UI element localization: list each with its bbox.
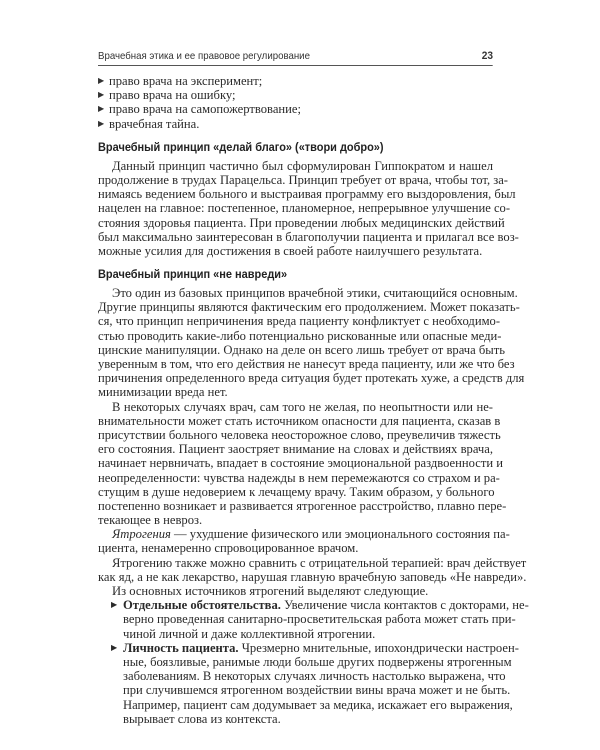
- paragraph: [98, 399, 507, 528]
- bullet-icon: ▶: [111, 600, 118, 610]
- text-line: присутствии больного человека неосторожное слово, преувеличив тяжесть: [98, 427, 501, 442]
- text-line: Другие принципы являются фактическим его продолжением. Может показать-: [98, 300, 520, 315]
- bullet-icon: ▶: [98, 118, 105, 128]
- list-item: [98, 102, 493, 116]
- text-line: минимизации вреда нет.: [98, 385, 228, 400]
- text-line: был максимально заинтересован в благополучии пациента и прилагал все воз-: [98, 229, 519, 244]
- bullet-icon: ▶: [98, 90, 105, 100]
- text-line: нимаясь ведением больного и выстраивая программу его выздоровления, был: [98, 187, 516, 202]
- text-line: [123, 640, 519, 655]
- text-line: неопределенности: чувства надежды в нем перемежаются со страхом и ра-: [98, 470, 500, 485]
- text-line: Данный принцип частично был сформулирован Гиппократом и нашел: [112, 158, 493, 173]
- text-line: текающее в невроз.: [98, 513, 203, 528]
- definition-term: Ятрогения: [112, 527, 171, 542]
- paragraph: [98, 286, 525, 400]
- list-item-text: право врача на ошибку;: [109, 88, 236, 103]
- rights-list: [98, 74, 493, 131]
- text-line: [98, 527, 510, 542]
- text-line: уверенным в том, что его действия не нанесут вреда пациенту, или же что без: [98, 357, 515, 371]
- text-line: циента, ненамеренно спровоцированное врачом.: [98, 541, 359, 556]
- text-line: продолжение в трудах Парацельса. Принцип требует от врача, чтобы тот, за-: [98, 172, 509, 187]
- text-line: В некоторых случаях врач, сам того не желая, по неопытности или не-: [112, 399, 493, 414]
- header-title: Врачебная этика и ее правовое регулирование: [98, 50, 310, 62]
- section-do-good-body: [98, 158, 519, 258]
- text-line: цинские манипуляции. Однако на деле он всего лишь требует от врача быть: [98, 342, 505, 357]
- text-line: стью проводить какие-либо потенциально рискованные или опасные меди-: [98, 328, 502, 343]
- source-title: Личность пациента.: [123, 640, 239, 655]
- source-text: Увеличение числа контактов с докторами, не-: [280, 598, 529, 613]
- text-line: при случившемся ятрогенном воздействии вины врача может и не быть.: [123, 683, 511, 698]
- source-list-item: [98, 640, 519, 726]
- text-line: Ятрогению также можно сравнить с отрицательной терапией: врач действует: [112, 555, 527, 570]
- bullet-icon: ▶: [111, 642, 118, 652]
- text-line: Это один из базовых принципов врачебной этики, считающийся основным.: [112, 286, 518, 301]
- text-line: стояния здоровья пациента. При проведении любых медицинских действий: [98, 215, 505, 230]
- text-line: как яд, а не как лекарство, нарушая главную врачебную заповедь «Не навреди».: [98, 569, 527, 584]
- section-heading-do-no-harm: Врачебный принцип «не навреди»: [98, 267, 288, 282]
- bullet-icon: ▶: [98, 76, 105, 85]
- text-line: [123, 598, 529, 613]
- text-line: ся, что принцип непричинения вреда пациенту конфликтует с необходимо-: [98, 314, 501, 329]
- book-page: [98, 50, 529, 726]
- text-line: чиной личной и даже коллективной ятрогении.: [123, 626, 376, 641]
- paragraph: [98, 584, 493, 598]
- text-line: причинения определенного вреда ситуация будет протекать хуже, а средств для: [98, 371, 525, 386]
- list-item: [98, 117, 493, 131]
- section-heading-do-good: Врачебный принцип «делай благо» («твори добро»): [98, 139, 384, 154]
- text-line: можные усилия для достижения в своей работе наилучшего результата.: [98, 243, 483, 258]
- definition-paragraph: [98, 527, 510, 556]
- text-line: вырывает слова из контекста.: [123, 711, 281, 726]
- text-line: внимательности может стать источником опасности для пациента, сказав в: [98, 413, 501, 428]
- list-item: [98, 88, 493, 102]
- text-line: нацелен на главное: постепенное, планомерное, непрерывное улучшение со-: [98, 201, 511, 216]
- text-line: ные, боязливые, ранимые люди больше других подвержены ятрогенным: [123, 654, 512, 669]
- paragraph: [98, 158, 519, 258]
- text-line: заболеваниям. В некоторых случаях личность настолько выражена, что: [123, 669, 506, 684]
- text-line: стущим в душе недоверием к лечащему врачу. Таким образом, у больного: [98, 484, 495, 499]
- bullet-icon: ▶: [98, 104, 105, 114]
- paragraph: [98, 555, 527, 584]
- page-number: 23: [481, 50, 494, 62]
- text-line: Например, пациент сам додумывает за медика, искажает его выражения,: [123, 697, 513, 712]
- list-item-text: право врача на самопожертвование;: [109, 102, 301, 117]
- list-item-text: право врача на эксперимент;: [109, 74, 263, 88]
- source-list-item: [98, 598, 529, 641]
- definition-text: — ухудшение физического или эмоционального состояния па-: [170, 527, 510, 542]
- text-line: верно проведенная санитарно-просветительская работа может стать при-: [123, 612, 516, 627]
- running-header: [98, 50, 493, 66]
- list-item: [98, 74, 493, 88]
- text-line: начинает нервничать, впадает в состояние эмоциональной раздвоенности и: [98, 456, 503, 471]
- text-line: Из основных источников ятрогений выделяют следующие.: [112, 584, 429, 598]
- text-line: его состояния. Пациент заостряет внимание на словах и действиях врача,: [98, 442, 493, 457]
- source-text: Чрезмерно мнительные, ипохондрически настроен-: [238, 640, 519, 655]
- section-do-no-harm-body: [98, 286, 529, 726]
- text-line: постепенно возникает и развивается ятрогенное расстройство, плавно пере-: [98, 498, 507, 513]
- list-item-text: врачебная тайна.: [109, 116, 200, 131]
- source-title: Отдельные обстоятельства.: [123, 598, 281, 613]
